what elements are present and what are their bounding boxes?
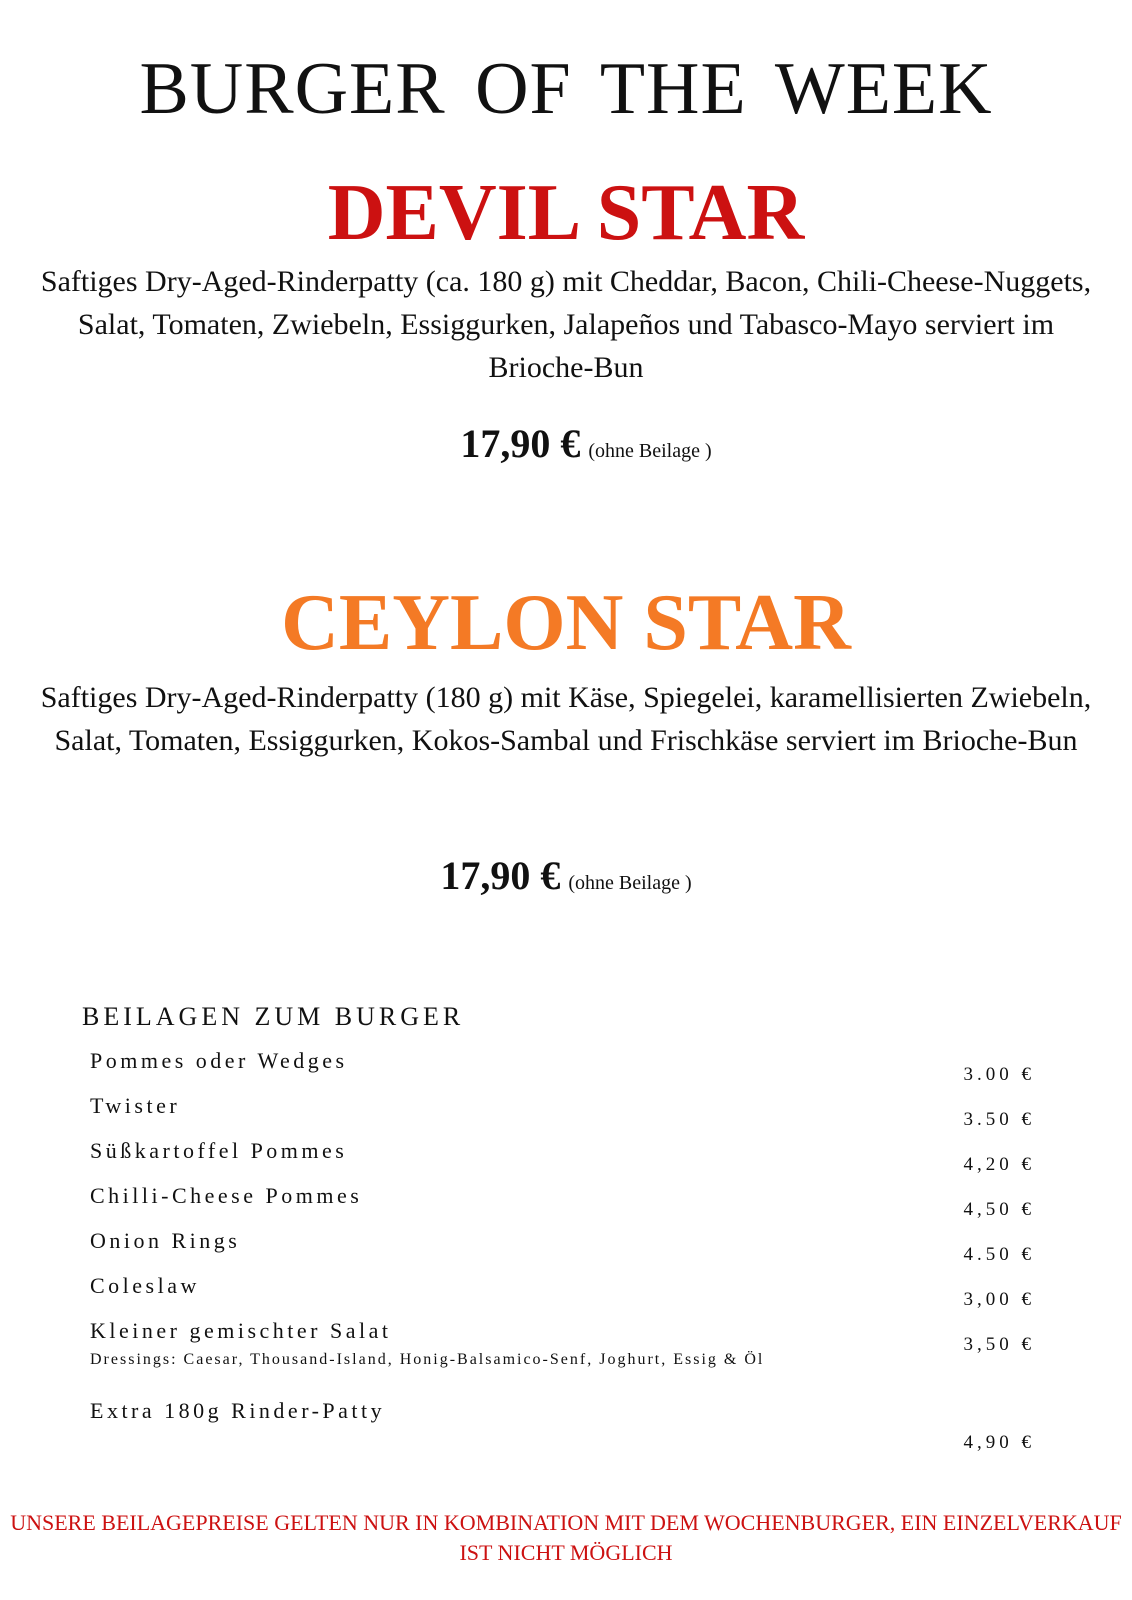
- burger-name-ceylon-star: CEYLON STAR: [281, 579, 851, 667]
- side-name: Süßkartoffel Pommes: [90, 1138, 348, 1163]
- list-item: [90, 1093, 1040, 1138]
- burger-description: Saftiges Dry-Aged-Rinderpatty (ca. 180 g) mit Cheddar, Bacon, Chili-Cheese-Nuggets, Salat, Tomaten, Zwiebeln, Essiggurken, Jalapeños und Tabasco-Mayo serviert im Brioche-Bun: [40, 265, 1092, 384]
- burger-price-note: (ohne Beilage ): [588, 440, 712, 462]
- list-item: [90, 1183, 1040, 1228]
- side-price: 4.50 €: [963, 1244, 1035, 1265]
- side-name: Extra 180g Rinder-Patty: [90, 1398, 386, 1423]
- list-item: [90, 1138, 1040, 1183]
- side-price: 4,20 €: [963, 1154, 1035, 1175]
- burger-price-note: (ohne Beilage ): [568, 872, 692, 894]
- disclaimer: UNSERE BEILAGEPREISE GELTEN NUR IN KOMBINATION MIT DEM WOCHENBURGER, EIN EINZELVERKAUF IST NICHT MÖGLICH: [10, 1510, 1122, 1565]
- side-price: 4,50 €: [963, 1199, 1035, 1220]
- list-item: [90, 1048, 1040, 1093]
- list-item: [90, 1273, 1040, 1318]
- side-name: Kleiner gemischter Salat: [90, 1318, 392, 1343]
- burger-price: 17,90 €: [460, 421, 581, 466]
- burger-price: 17,90 €: [440, 853, 561, 898]
- page-title: BURGER OF THE WEEK: [139, 48, 993, 130]
- burger-description: Saftiges Dry-Aged-Rinderpatty (180 g) mit Käse, Spiegelei, karamellisierten Zwiebeln, Salat, Tomaten, Essiggurken, Kokos-Sambal und Frischkäse serviert im Brioche-Bun: [40, 681, 1092, 757]
- side-name: Chilli-Cheese Pommes: [90, 1183, 363, 1208]
- side-name: Coleslaw: [90, 1273, 200, 1298]
- list-item: [90, 1228, 1040, 1273]
- list-item: [90, 1398, 1040, 1453]
- sides-title: BEILAGEN ZUM BURGER: [82, 1002, 465, 1031]
- burger-price-row: [0, 852, 1132, 899]
- burger-price-row: [0, 420, 1132, 467]
- sides-list: [90, 1048, 1040, 1453]
- side-name: Twister: [90, 1093, 181, 1118]
- list-item: [90, 1318, 1040, 1398]
- side-price: 3.00 €: [963, 1064, 1035, 1085]
- side-price: 3,00 €: [963, 1289, 1035, 1310]
- dressings-note: Dressings: Caesar, Thousand-Island, Honig-Balsamico-Senf, Joghurt, Essig & Öl: [90, 1351, 765, 1368]
- side-name: Pommes oder Wedges: [90, 1048, 348, 1073]
- side-price: 3.50 €: [963, 1109, 1035, 1130]
- side-price: 3,50 €: [963, 1334, 1035, 1355]
- side-name: Onion Rings: [90, 1228, 241, 1253]
- side-price: 4,90 €: [963, 1432, 1035, 1453]
- burger-name-devil-star: DEVIL STAR: [327, 169, 805, 257]
